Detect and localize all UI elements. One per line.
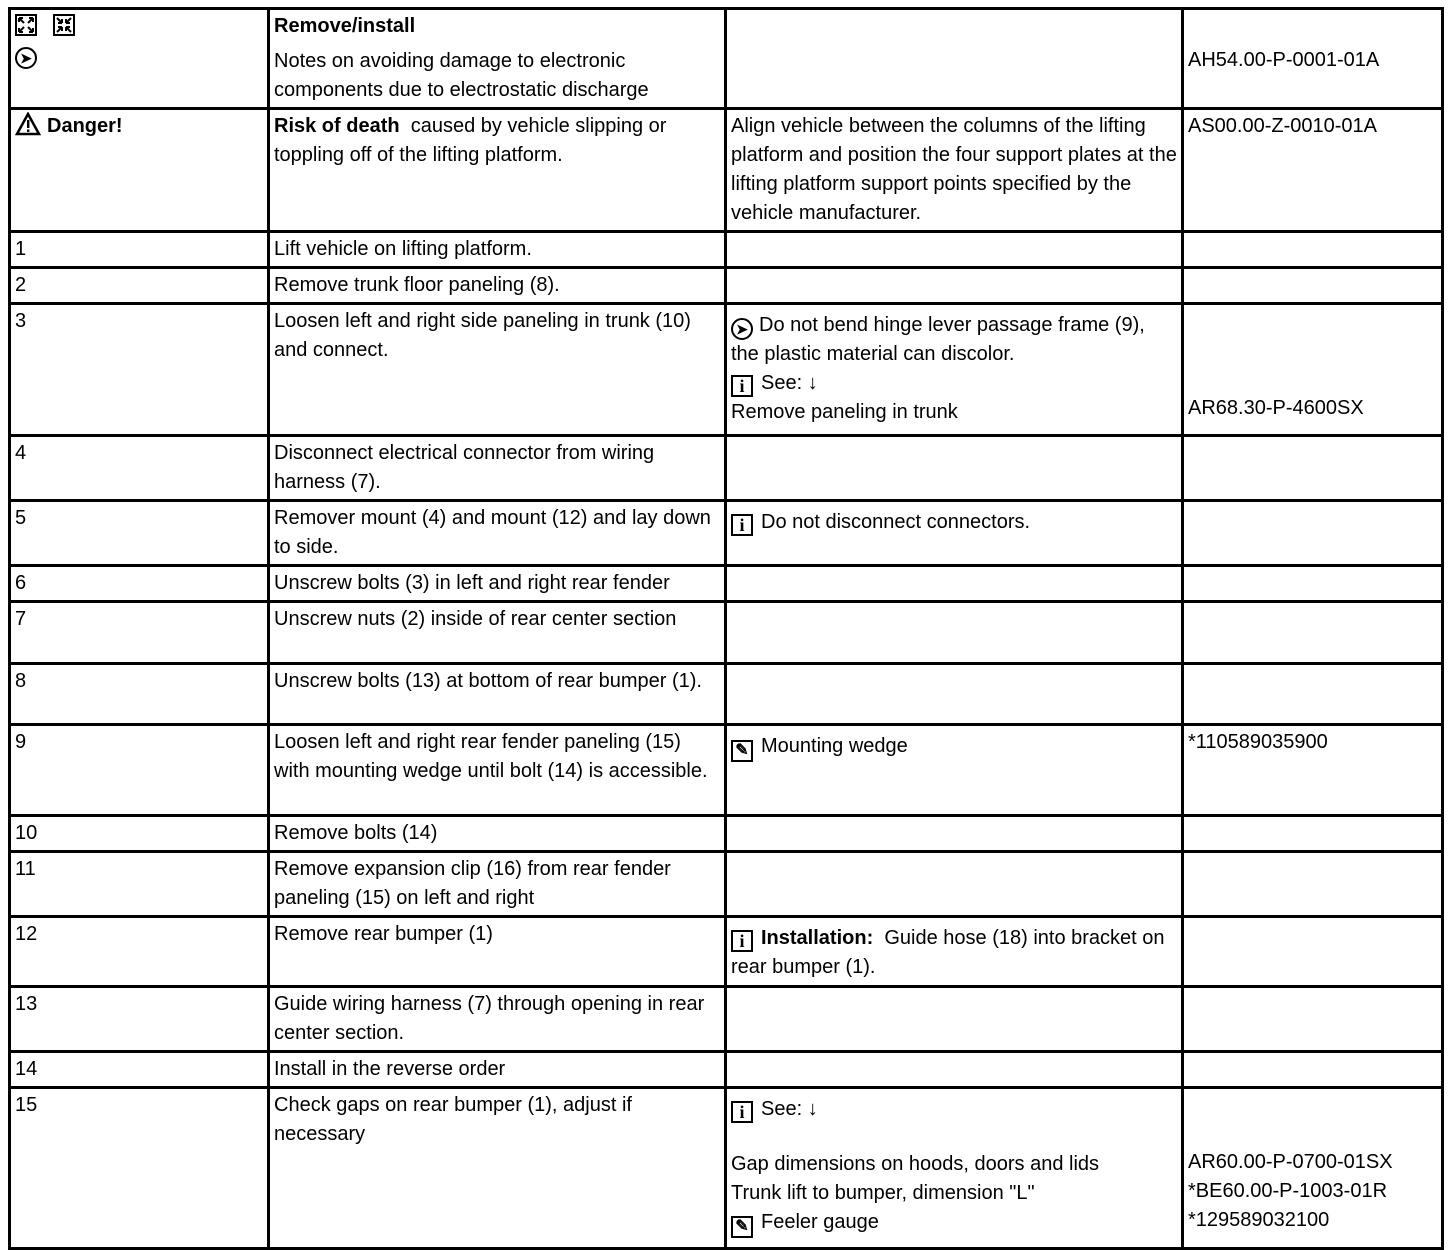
step-number: 14 [10, 1052, 269, 1088]
step-number: 5 [10, 501, 269, 566]
info-icon: i [731, 514, 753, 536]
step-number: 12 [10, 917, 269, 987]
table-row [10, 232, 1443, 268]
tool-number-link[interactable]: *129589032100 [1188, 1209, 1330, 1231]
step-text: Unscrew bolts (3) in left and right rear fender [269, 566, 726, 602]
step-number: 2 [10, 268, 269, 304]
step-note: Do not disconnect connectors. [761, 511, 1031, 533]
step-text: Remove rear bumper (1) [269, 917, 726, 987]
step-text: Loosen left and right rear fender paneling (15) with mounting wedge until bolt (14) is accessible. [269, 725, 726, 816]
step-text: Loosen left and right side paneling in trunk (10) and connect. [269, 304, 726, 436]
reference-code-link[interactable]: AR60.00-P-0700-01SX [1188, 1151, 1393, 1173]
header-notes-cell [726, 9, 1183, 109]
risk-text: caused by vehicle slipping or toppling off of the lifting platform. [274, 115, 667, 166]
step-text: Check gaps on rear bumper (1), adjust if necessary [269, 1088, 726, 1249]
step-text: Remove trunk floor paneling (8). [269, 268, 726, 304]
step-notes-cell [726, 501, 1183, 566]
table-row [10, 987, 1443, 1052]
table-row [10, 852, 1443, 917]
reference-code-link[interactable]: *BE60.00-P-1003-01R [1188, 1180, 1388, 1202]
step-number: 1 [10, 232, 269, 268]
step-ref-cell [1183, 1088, 1443, 1249]
see-label: See: ↓ [761, 372, 818, 394]
danger-label: Danger! [47, 115, 123, 137]
esd-warning-icon: ➤ [15, 47, 37, 69]
tool-number-link[interactable]: *110589035900 [1188, 731, 1328, 753]
step-number: 9 [10, 725, 269, 816]
tool-icon: ✎ [731, 1216, 753, 1238]
danger-reference-link[interactable]: AS00.00-Z-0010-01A [1188, 115, 1378, 137]
danger-row [10, 109, 1443, 232]
step-number: 7 [10, 602, 269, 664]
esd-warning-icon: ➤ [731, 318, 753, 340]
table-row [10, 917, 1443, 987]
see-label: See: ↓ [761, 1098, 818, 1120]
step-ref-cell [1183, 304, 1443, 436]
reference-code-link[interactable]: AR68.30-P-4600SX [1188, 397, 1364, 419]
table-row [10, 816, 1443, 852]
step-text: Remove expansion clip (16) from rear fender paneling (15) on left and right [269, 852, 726, 917]
table-row [10, 436, 1443, 501]
tool-name: Mounting wedge [761, 735, 908, 757]
table-row [10, 602, 1443, 664]
step-text: Guide wiring harness (7) through opening in rear center section. [269, 987, 726, 1052]
danger-ref-cell [1183, 109, 1443, 232]
warning-triangle-icon [15, 112, 41, 145]
danger-label-cell [10, 109, 269, 232]
table-row [10, 1088, 1443, 1249]
step-notes-cell [726, 304, 1183, 436]
collapse-icon[interactable] [53, 14, 75, 45]
info-icon: i [731, 930, 753, 952]
info-icon: i [731, 375, 753, 397]
header-row [10, 9, 1443, 109]
step-notes-cell [726, 725, 1183, 816]
table-row [10, 725, 1443, 816]
danger-instruction: Align vehicle between the columns of the lifting platform and position the four support plates at the lifting platform support points specified by the vehicle manufacturer. [731, 115, 1177, 224]
reference-link[interactable]: Remove paneling in trunk [731, 401, 958, 423]
step-number: 3 [10, 304, 269, 436]
danger-instruction-cell [726, 109, 1183, 232]
step-text: Remover mount (4) and mount (12) and lay down to side. [269, 501, 726, 566]
table-row [10, 304, 1443, 436]
step-notes-cell [726, 1088, 1183, 1249]
installation-label: Installation: [761, 927, 874, 949]
table-row [10, 566, 1443, 602]
reference-link[interactable]: Gap dimensions on hoods, doors and lids [731, 1153, 1100, 1175]
esd-reference-link[interactable]: AH54.00-P-0001-01A [1188, 49, 1380, 71]
step-number: 6 [10, 566, 269, 602]
step-text: Remove bolts (14) [269, 816, 726, 852]
procedure-title: Remove/install [274, 15, 416, 37]
table-row [10, 501, 1443, 566]
table-row [10, 1052, 1443, 1088]
tool-icon: ✎ [731, 740, 753, 762]
procedure-table [8, 7, 1444, 1250]
info-icon: i [731, 1101, 753, 1123]
step-number: 10 [10, 816, 269, 852]
installation-text: Guide hose (18) into bracket on rear bumper (1). [731, 927, 1165, 978]
step-number: 13 [10, 987, 269, 1052]
header-icons-cell [10, 9, 269, 109]
step-note: Do not bend hinge lever passage frame (9), the plastic material can discolor. [731, 314, 1145, 365]
header-description-cell [269, 9, 726, 109]
step-text: Disconnect electrical connector from wiring harness (7). [269, 436, 726, 501]
step-ref-cell [1183, 725, 1443, 816]
step-text: Unscrew nuts (2) inside of rear center section [269, 602, 726, 664]
risk-bold-text: Risk of death [274, 115, 400, 137]
danger-description-cell [269, 109, 726, 232]
step-notes-cell [726, 917, 1183, 987]
step-text: Install in the reverse order [269, 1052, 726, 1088]
esd-note: Notes on avoiding damage to electronic components due to electrostatic discharge [274, 50, 649, 101]
step-number: 15 [10, 1088, 269, 1249]
step-number: 8 [10, 664, 269, 725]
header-ref-cell [1183, 9, 1443, 109]
step-number: 11 [10, 852, 269, 917]
step-text: Unscrew bolts (13) at bottom of rear bumper (1). [269, 664, 726, 725]
table-row [10, 664, 1443, 725]
step-number: 4 [10, 436, 269, 501]
step-text: Lift vehicle on lifting platform. [269, 232, 726, 268]
reference-link[interactable]: Trunk lift to bumper, dimension "L" [731, 1182, 1035, 1204]
tool-name: Feeler gauge [761, 1211, 879, 1233]
table-row [10, 268, 1443, 304]
